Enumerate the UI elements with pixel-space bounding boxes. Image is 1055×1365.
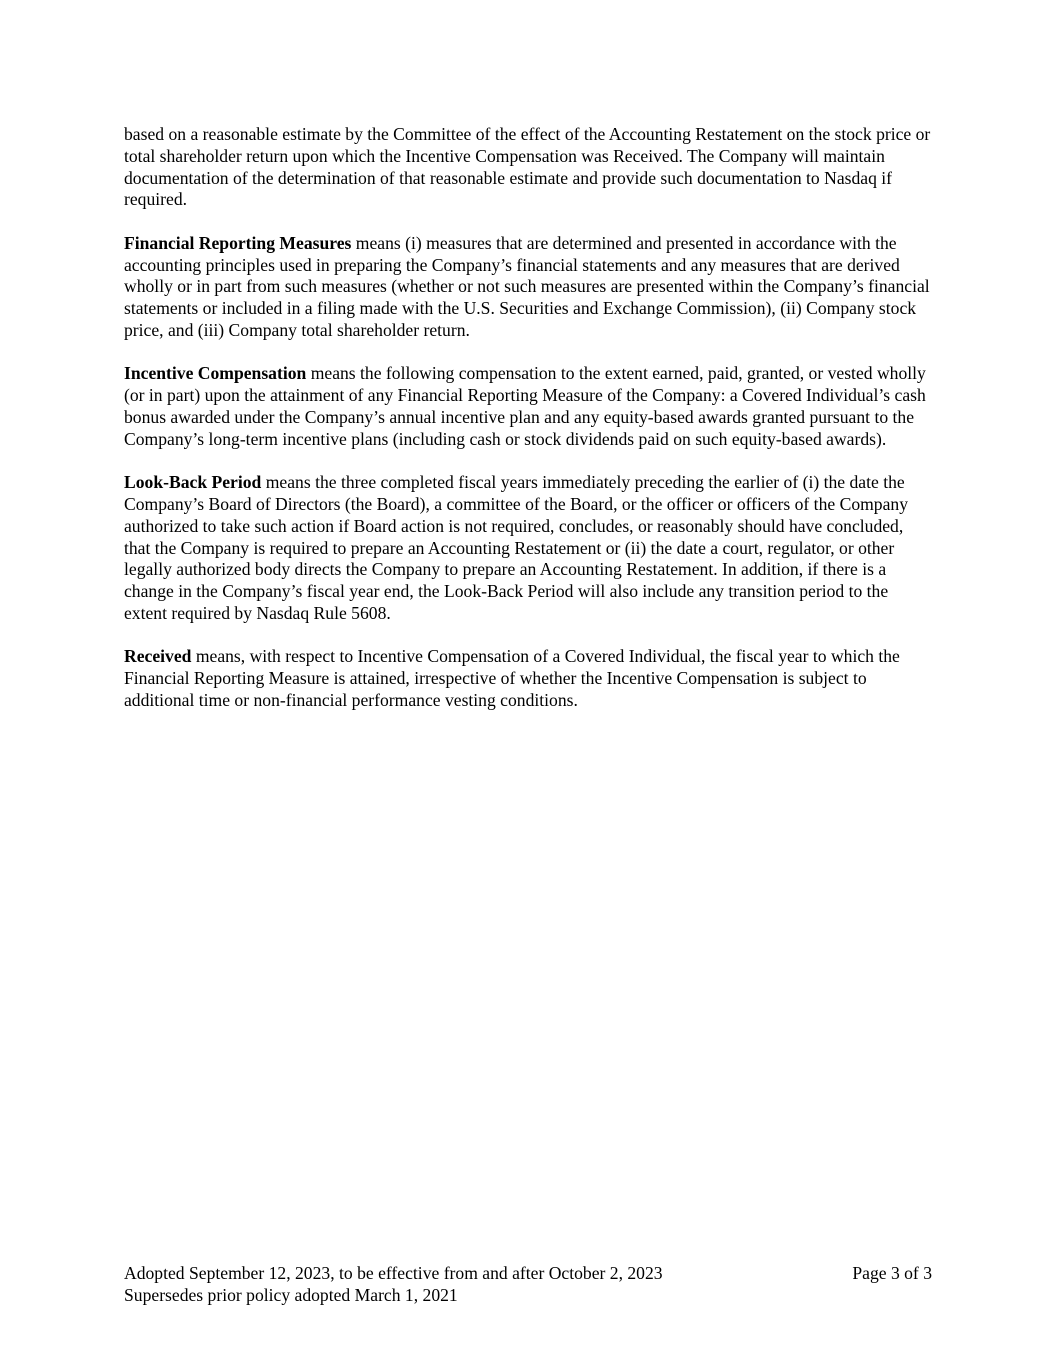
definition-look-back-period [124,472,932,625]
paragraph-text: based on a reasonable estimate by the Committee of the effect of the Accounting Restatement on the stock price or total shareholder return upon which the Incentive Compensation was Received. The Company will maintain documentation of the determination of that reasonable estimate and provide such documentation to Nasdaq if required. [124,124,931,210]
document-body [124,124,932,733]
definition-financial-reporting-measures [124,233,932,342]
footer-row [124,1263,932,1285]
definition-text: means, with respect to Incentive Compensation of a Covered Individual, the fiscal year to which the Financial Reporting Measure is attained, irrespective of whether the Incentive Compensation is subject to additional time or non-financial performance vesting conditions. [124,646,900,710]
definition-text: means the following compensation to the extent earned, paid, granted, or vested wholly (or in part) upon the attainment of any Financial Reporting Measure of the Company: a Covered Individual’s cash bonus awarded under the Company’s annual incentive plan and any equity-based awards granted pursuant to the Company’s long-term incentive plans (including cash or stock dividends paid on such equity-based awards). [124,363,926,449]
defined-term: Incentive Compensation [124,363,307,384]
defined-term: Look-Back Period [124,472,262,493]
page-footer [124,1263,932,1307]
defined-term: Received [124,646,192,667]
definition-text: means the three completed fiscal years immediately preceding the earlier of (i) the date the Company’s Board of Directors (the Board), a committee of the Board, or the officer or officers of the Company authorized to take such action if Board action is not required, concludes, or reasonably should have concluded, that the Company is required to prepare an Accounting Restatement or (ii) the date a court, regulator, or other legally authorized body directs the Company to prepare an Accounting Restatement. In addition, if there is a change in the Company’s fiscal year end, the Look-Back Period will also include any transition period to the extent required by Nasdaq Rule 5608. [124,472,908,623]
page-number: Page 3 of 3 [852,1263,932,1283]
defined-term: Financial Reporting Measures [124,232,352,253]
definition-received [124,646,932,711]
definition-text: means (i) measures that are determined and presented in accordance with the accounting principles used in preparing the Company’s financial statements and any measures that are derived wholly or in part from such measures (whether or not such measures are presented within the Company’s financial statements or included in a filing made with the U.S. Securities and Exchange Commission), (ii) Company stock price, and (iii) Company total shareholder return. [124,232,930,340]
definition-incentive-compensation [124,363,932,450]
paragraph-continuation [124,124,932,211]
adoption-note: Adopted September 12, 2023, to be effective from and after October 2, 2023 [124,1263,663,1283]
supersedes-note: Supersedes prior policy adopted March 1, 2021 [124,1284,458,1305]
